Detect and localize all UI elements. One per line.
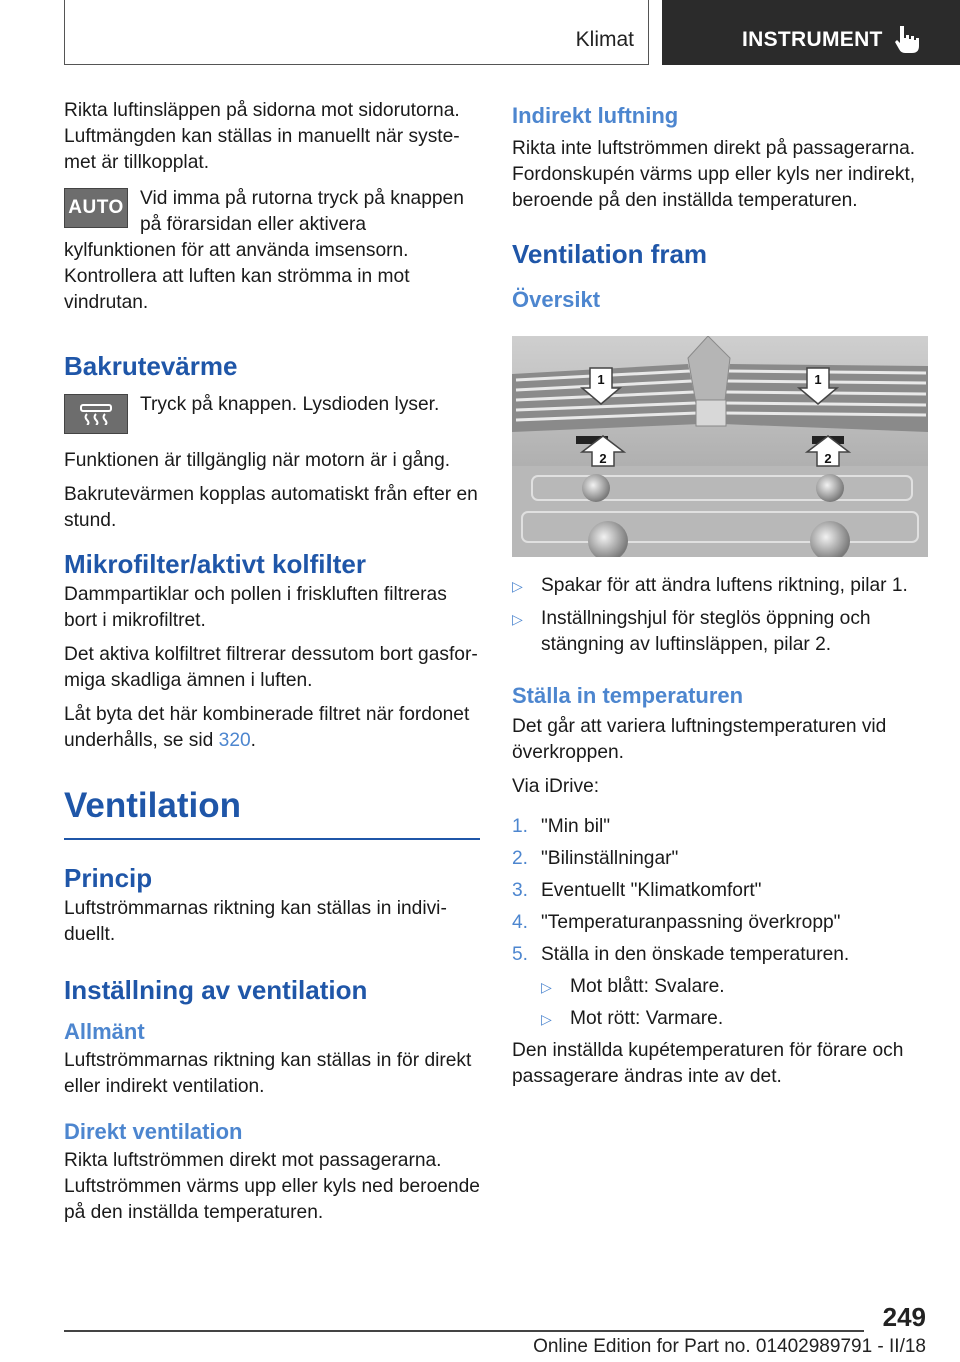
header-left-box (64, 0, 649, 65)
paragraph-princip: Luftströmmarnas riktning kan ställas in individuellt. (64, 897, 447, 945)
paragraph-temp-upper: Det går att variera luftningstemperaturen vid överkroppen. (512, 716, 887, 763)
rear-window-heater-icon (78, 403, 114, 425)
auto-button-icon (64, 188, 128, 228)
idrive-steps (512, 814, 930, 968)
ventilation-rule (64, 838, 480, 840)
heading-direkt: Direkt ventilation (64, 1118, 243, 1144)
list-item: ▷ Mot rött: Varmare. (541, 1006, 930, 1032)
photo-label-2a: 2 (599, 451, 607, 466)
paragraph-via-idrive: Via iDrive: (512, 776, 600, 797)
paragraph-direkt: Rikta luftströmmen direkt mot passagerarna. Luftströmmen värms upp eller kyls ned beroende på den inställda temperaturen. (64, 1149, 480, 1223)
footer-rule (64, 1330, 864, 1332)
left-column (64, 98, 480, 1234)
photo-label-1a: 1 (597, 372, 605, 387)
paragraph-allmant: Luftströmmarnas riktning kan ställas in för direkt eller indirekt ventilation. (64, 1049, 472, 1097)
heading-oversikt: Översikt (512, 287, 601, 312)
header-section-tab (662, 0, 960, 65)
heading-temperature: Ställa in temperaturen (512, 683, 744, 708)
paragraph-temp-note: Den inställda kupétemperaturen för förare och passagerare ändras inte av det. (512, 1040, 904, 1087)
paragraph-fog: Vid imma på rutorna tryck på knappen på förarsidan eller aktivera kylfunktionen för att använda imsensorn. Kontrollera att luften kan strömma in mot vindrutan. (64, 188, 464, 313)
triangle-bullet-icon: ▷ (512, 611, 523, 627)
heading-microfilter: Mikrofilter/aktivt kolfilter (64, 549, 366, 579)
triangle-bullet-icon: ▷ (541, 1011, 552, 1027)
paragraph-rear-auto-off: Bakrutevärmen kopplas automatiskt från efter en stund. (64, 484, 478, 531)
list-item: 4. "Temperaturanpassning överkropp" (512, 912, 841, 933)
list-item: 3. Eventuellt "Klimatkomfort" (512, 880, 762, 901)
list-item: 5. Ställa in den önskade temperaturen. (512, 944, 850, 965)
page-link-320[interactable]: 320 (218, 730, 251, 751)
temperature-sub-bullets (541, 974, 930, 1032)
footer-edition: Online Edition for Part no. 01402989791 - II/18 (533, 1336, 926, 1357)
heading-indirekt: Indirekt luftning (512, 103, 679, 128)
rear-defrost-icon (64, 394, 128, 434)
chapter-title: Klimat (575, 28, 634, 51)
triangle-bullet-icon: ▷ (541, 979, 552, 995)
paragraph-side-vents: Rikta luftinsläppen på sidorna mot sidorutorna. Luftmängden kan ställas in manuellt när systemet är tillkopplat. (64, 100, 460, 173)
heading-rear-defrost: Bakrutevärme (64, 351, 238, 381)
page-number: 249 (882, 1302, 926, 1332)
list-item: 2. "Bilinställningar" (512, 848, 679, 869)
paragraph-filter-dust: Dammpartiklar och pollen i friskluften filtreras bort i mikrofiltret. (64, 584, 447, 631)
list-item: ▷ Mot blått: Svalare. (541, 974, 930, 1000)
list-item: ▷ Inställningshjul för steglös öppning och stängning av luftinsläppen, pilar 2. (512, 608, 871, 655)
section-title: INSTRUMENT (742, 28, 883, 51)
pointing-hand-icon (894, 24, 920, 54)
list-item: 1. "Min bil" (512, 816, 611, 837)
heading-ventilation-fram: Ventilation fram (512, 239, 708, 269)
paragraph-filter-service: Låt byta det här kombinerade filtret när fordonet underhålls, se sid 320. (64, 704, 470, 751)
paragraph-filter-carbon: Det aktiva kolfiltret filtrerar dessutom bort gasformiga skadliga ämnen i luften. (64, 644, 478, 691)
vent-bullets (512, 573, 930, 658)
paragraph-rear-engine: Funktionen är tillgänglig när motorn är i gång. (64, 450, 451, 471)
right-column (512, 98, 930, 1098)
heading-princip: Princip (64, 862, 153, 893)
auto-button-label: AUTO (68, 197, 124, 218)
heading-installning: Inställning av ventilation (64, 974, 368, 1005)
photo-label-2b: 2 (824, 451, 832, 466)
photo-label-1b: 1 (814, 372, 822, 387)
paragraph-indirekt: Rikta inte luftströmmen direkt på passagerarna. Fordonskupén värms upp eller kyls ner indirekt, beroende på den inställda temperaturen. (512, 138, 916, 211)
heading-ventilation: Ventilation (64, 786, 241, 825)
paragraph-rear-press: Tryck på knappen. Lysdioden lyser. (140, 394, 440, 415)
triangle-bullet-icon: ▷ (512, 578, 523, 594)
front-vents-photo (512, 336, 928, 557)
heading-allmant: Allmänt (64, 1018, 145, 1044)
list-item: ▷ Spakar för att ändra luftens riktning, pilar 1. (512, 573, 930, 599)
